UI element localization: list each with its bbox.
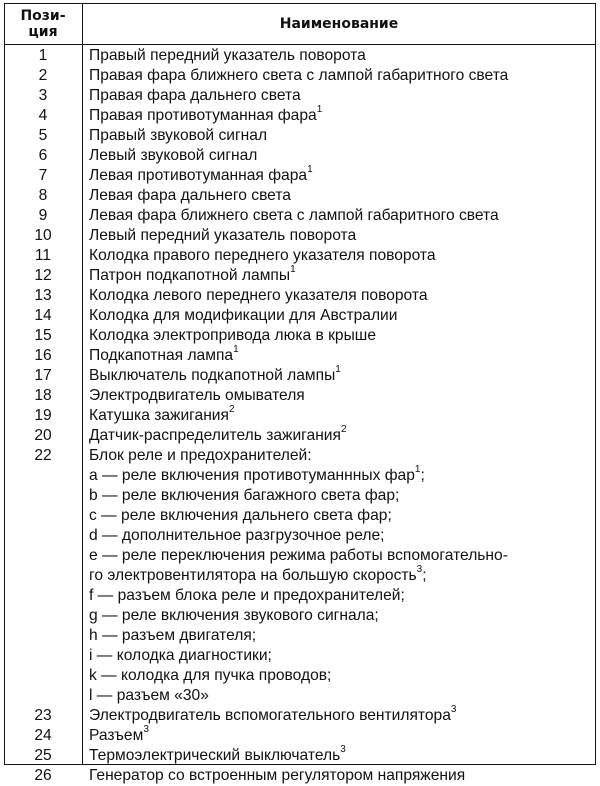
row-text: Датчик-распределитель зажигания <box>89 427 341 444</box>
table-row <box>5 486 595 506</box>
table-row <box>5 646 595 666</box>
footnote-mark: 2 <box>228 404 235 415</box>
table-row <box>5 546 595 566</box>
row-name <box>89 466 425 486</box>
table-row <box>5 66 595 86</box>
row-text: Патрон подкапотной лампы <box>89 267 291 284</box>
row-text: i — колодка диагностики; <box>89 647 272 664</box>
table-row <box>5 626 595 646</box>
row-name <box>89 346 239 366</box>
row-name <box>89 746 346 766</box>
row-position: 20 <box>34 427 52 444</box>
header-position: Пози- ция <box>20 8 66 40</box>
table-row <box>5 686 595 706</box>
row-position: 24 <box>34 727 52 744</box>
footnote-mark: 1 <box>307 164 313 175</box>
row-name <box>89 766 465 786</box>
row-text: Подкапотная лампа <box>89 347 234 364</box>
table-row <box>5 526 595 546</box>
table-row <box>5 106 595 126</box>
table-row <box>5 46 595 66</box>
row-position: 26 <box>34 767 52 784</box>
row-text: го электровентилятора на большую скорость <box>89 567 417 584</box>
row-name <box>89 146 257 166</box>
row-text: Левая противотуманная фара <box>89 167 308 184</box>
row-name <box>89 226 356 246</box>
row-text: Катушка зажигания <box>89 407 229 424</box>
table-row <box>5 606 595 626</box>
table-row <box>5 326 595 346</box>
table-row <box>5 566 595 586</box>
row-position: 8 <box>38 187 48 204</box>
table-row <box>5 586 595 606</box>
row-name <box>89 406 235 426</box>
header-name: Наименование <box>279 16 399 32</box>
table-row <box>5 746 595 766</box>
row-position: 22 <box>34 447 52 464</box>
row-position: 3 <box>38 87 48 104</box>
row-text: Колодка для модификации для Австралии <box>89 307 398 324</box>
row-text: a — реле включения противотуманнных фар <box>89 467 415 484</box>
row-name <box>89 726 149 746</box>
row-name <box>89 506 392 526</box>
table-row <box>5 446 595 466</box>
row-name <box>89 166 313 186</box>
row-text: Левая фара ближнего света с лампой габаритного света <box>89 207 499 224</box>
row-name <box>89 366 341 386</box>
row-name <box>89 186 291 206</box>
row-name <box>89 386 305 406</box>
row-name <box>89 66 508 86</box>
parts-table <box>4 3 596 784</box>
table-row <box>5 286 595 306</box>
table-row <box>5 366 595 386</box>
row-name <box>89 586 405 606</box>
row-name <box>89 306 397 326</box>
table-row <box>5 406 595 426</box>
row-text: e — реле переключения режима работы вспомогательно- <box>89 547 508 564</box>
row-position: 18 <box>34 387 52 404</box>
table-row <box>5 206 595 226</box>
row-name <box>89 86 301 106</box>
row-text: Левая фара дальнего света <box>89 187 291 204</box>
table-header <box>5 4 595 45</box>
row-position: 5 <box>38 127 48 144</box>
row-name <box>89 486 399 506</box>
table-row <box>5 186 595 206</box>
table-row <box>5 346 595 366</box>
row-text: Разъем <box>89 727 144 744</box>
row-text: Выключатель подкапотной лампы <box>89 367 336 384</box>
table-row <box>5 506 595 526</box>
row-name <box>89 526 384 546</box>
row-text: h — разъем двигателя; <box>89 627 257 644</box>
footnote-mark: 1 <box>414 464 421 475</box>
row-position: 15 <box>34 327 52 344</box>
footnote-mark: 3 <box>340 744 346 755</box>
row-text: Правый звуковой сигнал <box>89 127 268 144</box>
row-name <box>89 546 508 566</box>
row-text: Генератор со встроенным регулятором напряжения <box>89 767 466 784</box>
table-row <box>5 266 595 286</box>
footnote-mark: 1 <box>335 364 341 375</box>
row-position: 1 <box>38 47 48 64</box>
table-row <box>5 466 595 486</box>
row-position: 12 <box>34 267 52 284</box>
row-position: 10 <box>34 227 52 244</box>
row-position: 11 <box>34 247 52 264</box>
table-row <box>5 146 595 166</box>
footnote-mark: 3 <box>450 704 457 715</box>
table-row <box>5 166 595 186</box>
row-name <box>89 426 347 446</box>
row-name <box>89 266 296 286</box>
row-position: 16 <box>34 347 52 364</box>
row-name <box>89 686 209 706</box>
table-row <box>5 426 595 446</box>
row-text: f — разъем блока реле и предохранителей; <box>89 587 405 604</box>
table-row <box>5 126 595 146</box>
row-name <box>89 46 366 66</box>
footnote-mark: 3 <box>143 724 149 735</box>
row-text: g — реле включения звукового сигнала; <box>89 607 379 624</box>
footnote-mark: 3 <box>416 564 423 575</box>
row-text: Электродвигатель омывателя <box>89 387 305 404</box>
row-text: Левый передний указатель поворота <box>89 227 357 244</box>
footnote-mark: 1 <box>233 344 239 355</box>
row-text: d — дополнительное разгрузочное реле; <box>89 527 385 544</box>
row-name <box>89 126 267 146</box>
row-text: Правая фара дальнего света <box>89 87 301 104</box>
row-tail: ; <box>420 467 425 484</box>
row-name <box>89 666 331 686</box>
table-row <box>5 726 595 746</box>
row-text: l — разъем «30» <box>89 687 209 704</box>
row-text: Правый передний указатель поворота <box>89 47 366 64</box>
row-position: 25 <box>34 747 52 764</box>
row-tail: ; <box>422 567 427 584</box>
footnote-mark: 1 <box>316 104 323 115</box>
row-text: Колодка левого переднего указателя поворота <box>89 287 428 304</box>
table-row <box>5 306 595 326</box>
row-text: Термоэлектрический выключатель <box>89 747 341 764</box>
row-name <box>89 206 499 226</box>
row-name <box>89 566 427 586</box>
table-row <box>5 386 595 406</box>
row-text: Правая фара ближнего света с лампой габаритного света <box>89 67 509 84</box>
row-name <box>89 706 456 726</box>
row-name <box>89 326 376 346</box>
row-name <box>89 246 436 266</box>
row-position: 4 <box>38 107 48 124</box>
row-text: Левый звуковой сигнал <box>89 147 258 164</box>
row-position: 2 <box>38 67 48 84</box>
row-name <box>89 106 322 126</box>
row-text: c — реле включения дальнего света фар; <box>89 507 392 524</box>
row-name <box>89 646 272 666</box>
table-body <box>5 46 595 786</box>
row-text: k — колодка для пучка проводов; <box>89 667 332 684</box>
footnote-mark: 2 <box>340 424 347 435</box>
table-row <box>5 86 595 106</box>
row-name <box>89 446 312 466</box>
row-position: 23 <box>34 707 52 724</box>
row-position: 14 <box>34 307 52 324</box>
row-position: 7 <box>38 167 48 184</box>
row-position: 9 <box>38 207 48 224</box>
row-position: 19 <box>34 407 52 424</box>
row-text: Электродвигатель вспомогательного вентилятора <box>89 707 451 724</box>
row-text: Правая противотуманная фара <box>89 107 317 124</box>
table-row <box>5 766 595 786</box>
table-row <box>5 226 595 246</box>
row-name <box>89 626 256 646</box>
row-text: Колодка электропривода люка в крыше <box>89 327 376 344</box>
row-position: 6 <box>38 147 48 164</box>
row-text: b — реле включения багажного света фар; <box>89 487 400 504</box>
row-position: 17 <box>34 367 52 384</box>
row-text: Колодка правого переднего указателя поворота <box>89 247 436 264</box>
table-row <box>5 666 595 686</box>
row-name <box>89 286 428 306</box>
table-row <box>5 706 595 726</box>
row-name <box>89 606 379 626</box>
footnote-mark: 1 <box>290 264 296 275</box>
table-row <box>5 246 595 266</box>
row-position: 13 <box>34 287 52 304</box>
row-text: Блок реле и предохранителей: <box>89 447 312 464</box>
